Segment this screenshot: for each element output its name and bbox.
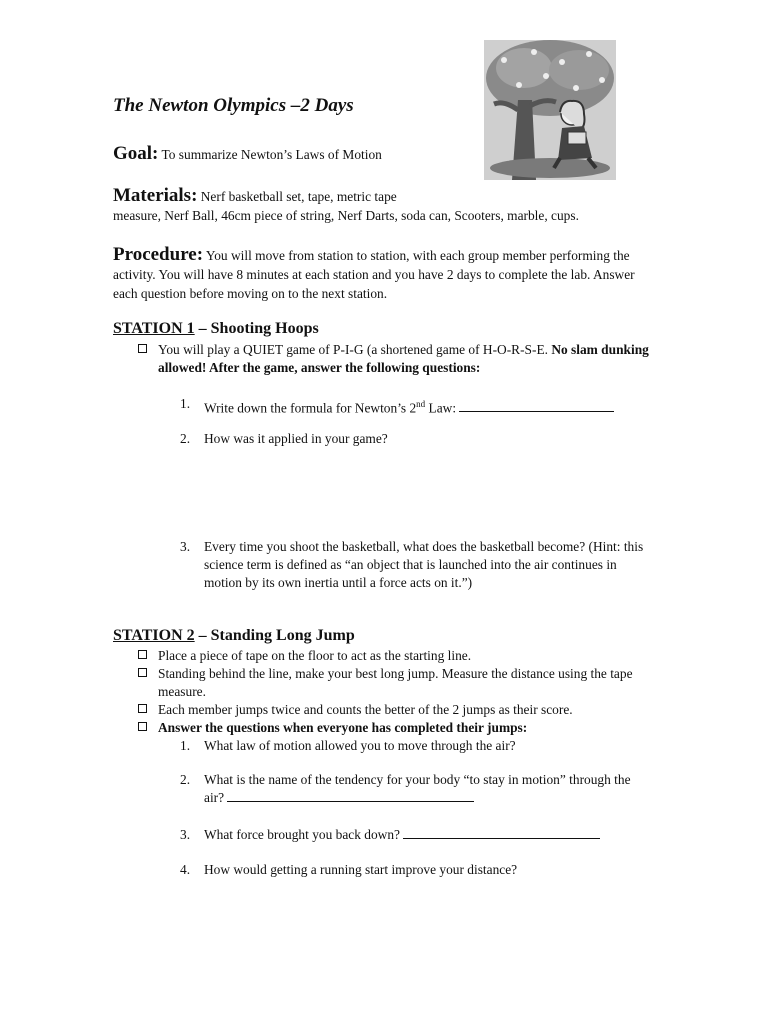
answer-blank[interactable]: [227, 789, 474, 802]
worksheet-title: The Newton Olympics –2 Days: [113, 95, 354, 116]
question-text: What law of motion allowed you to move through the air?: [204, 738, 516, 753]
station-2-item-bold: Answer the questions when everyone has completed their jumps:: [158, 720, 528, 735]
procedure-label: Procedure:: [113, 244, 204, 265]
station-2-name: Standing Long Jump: [210, 627, 355, 644]
checkbox-icon[interactable]: [138, 668, 147, 677]
station-2-checklist-item: [136, 665, 656, 701]
station-2-item-text: Place a piece of tape on the floor to act as the starting line.: [158, 648, 472, 663]
station-1-item-bold: No slam dunking allowed! After the game, answer the following questions:: [158, 342, 649, 375]
station-1-number: STATION 1: [113, 320, 195, 337]
question-number: 1.: [180, 396, 191, 411]
station-2-dash: –: [194, 627, 211, 644]
materials-text-line2: measure, Nerf Ball, 46cm piece of string, Nerf Darts, soda can, Scooters, marble, cups.: [113, 208, 579, 223]
checkbox-icon[interactable]: [138, 650, 147, 659]
question-number: 2.: [180, 772, 191, 787]
station-2-heading: [113, 627, 355, 645]
station-2-number: STATION 2: [113, 627, 195, 644]
station-1-heading: [113, 320, 319, 338]
question-text: What force brought you back down?: [204, 827, 404, 842]
goal-text: To summarize Newton’s Laws of Motion: [161, 147, 382, 162]
materials-line: [113, 185, 397, 207]
goal-label: Goal:: [113, 143, 159, 164]
question-text: Write down the formula for Newton’s 2: [204, 400, 417, 416]
station-2-checklist-item: [136, 647, 656, 665]
question-text: What is the name of the tendency for your body “to stay in motion” through the air?: [204, 772, 631, 805]
station-2-question-3: [180, 826, 650, 844]
station-1-question-3: [180, 538, 650, 592]
newton-under-apple-tree-icon: [484, 40, 616, 180]
station-1-question-2: [180, 430, 650, 448]
station-2-question-4: [180, 861, 650, 879]
materials-text-line1: Nerf basketball set, tape, metric tape: [200, 189, 397, 204]
station-1-name: Shooting Hoops: [210, 320, 319, 337]
checkbox-icon[interactable]: [138, 704, 147, 713]
question-number: 3.: [180, 539, 191, 554]
procedure-paragraph: [113, 245, 653, 303]
procedure-text: You will move from station to station, with each group member performing the activity. You will have 8 minutes at each station and you have 2 days to complete the lab. Answer each question before moving on to the next station.: [113, 248, 635, 301]
station-1-checklist-item: [136, 341, 656, 377]
checkbox-icon[interactable]: [138, 722, 147, 731]
station-1-dash: –: [194, 320, 211, 337]
answer-blank[interactable]: [403, 826, 600, 839]
station-2-item-text: Standing behind the line, make your best long jump. Measure the distance using the tape measure.: [158, 666, 633, 699]
station-1-question-1: [180, 395, 650, 417]
question-text: How was it applied in your game?: [204, 431, 388, 446]
station-2-item-text: Each member jumps twice and counts the better of the 2 jumps as their score.: [158, 702, 573, 717]
goal-line: [113, 143, 382, 165]
answer-blank[interactable]: [459, 399, 614, 412]
station-2-checklist-item: [136, 719, 656, 737]
question-text-end: Law:: [425, 400, 460, 416]
checkbox-icon[interactable]: [138, 344, 147, 353]
question-number: 2.: [180, 431, 191, 446]
question-number: 1.: [180, 738, 191, 753]
question-number: 4.: [180, 862, 191, 877]
ordinal-suffix: nd: [416, 399, 426, 409]
materials-label: Materials:: [113, 185, 198, 206]
station-2-question-2: [180, 771, 650, 807]
question-text: Every time you shoot the basketball, what does the basketball become? (Hint: this science term is defined as “an object that is launched into the air continues in motion by its own inertia until a force acts on it.”): [204, 539, 644, 590]
station-1-item-text: You will play a QUIET game of P-I-G (a shortened game of H-O-R-S-E.: [158, 342, 552, 357]
station-2-question-1: [180, 737, 650, 755]
question-text: How would getting a running start improve your distance?: [204, 862, 518, 877]
station-2-checklist-item: [136, 701, 656, 719]
question-number: 3.: [180, 827, 191, 842]
